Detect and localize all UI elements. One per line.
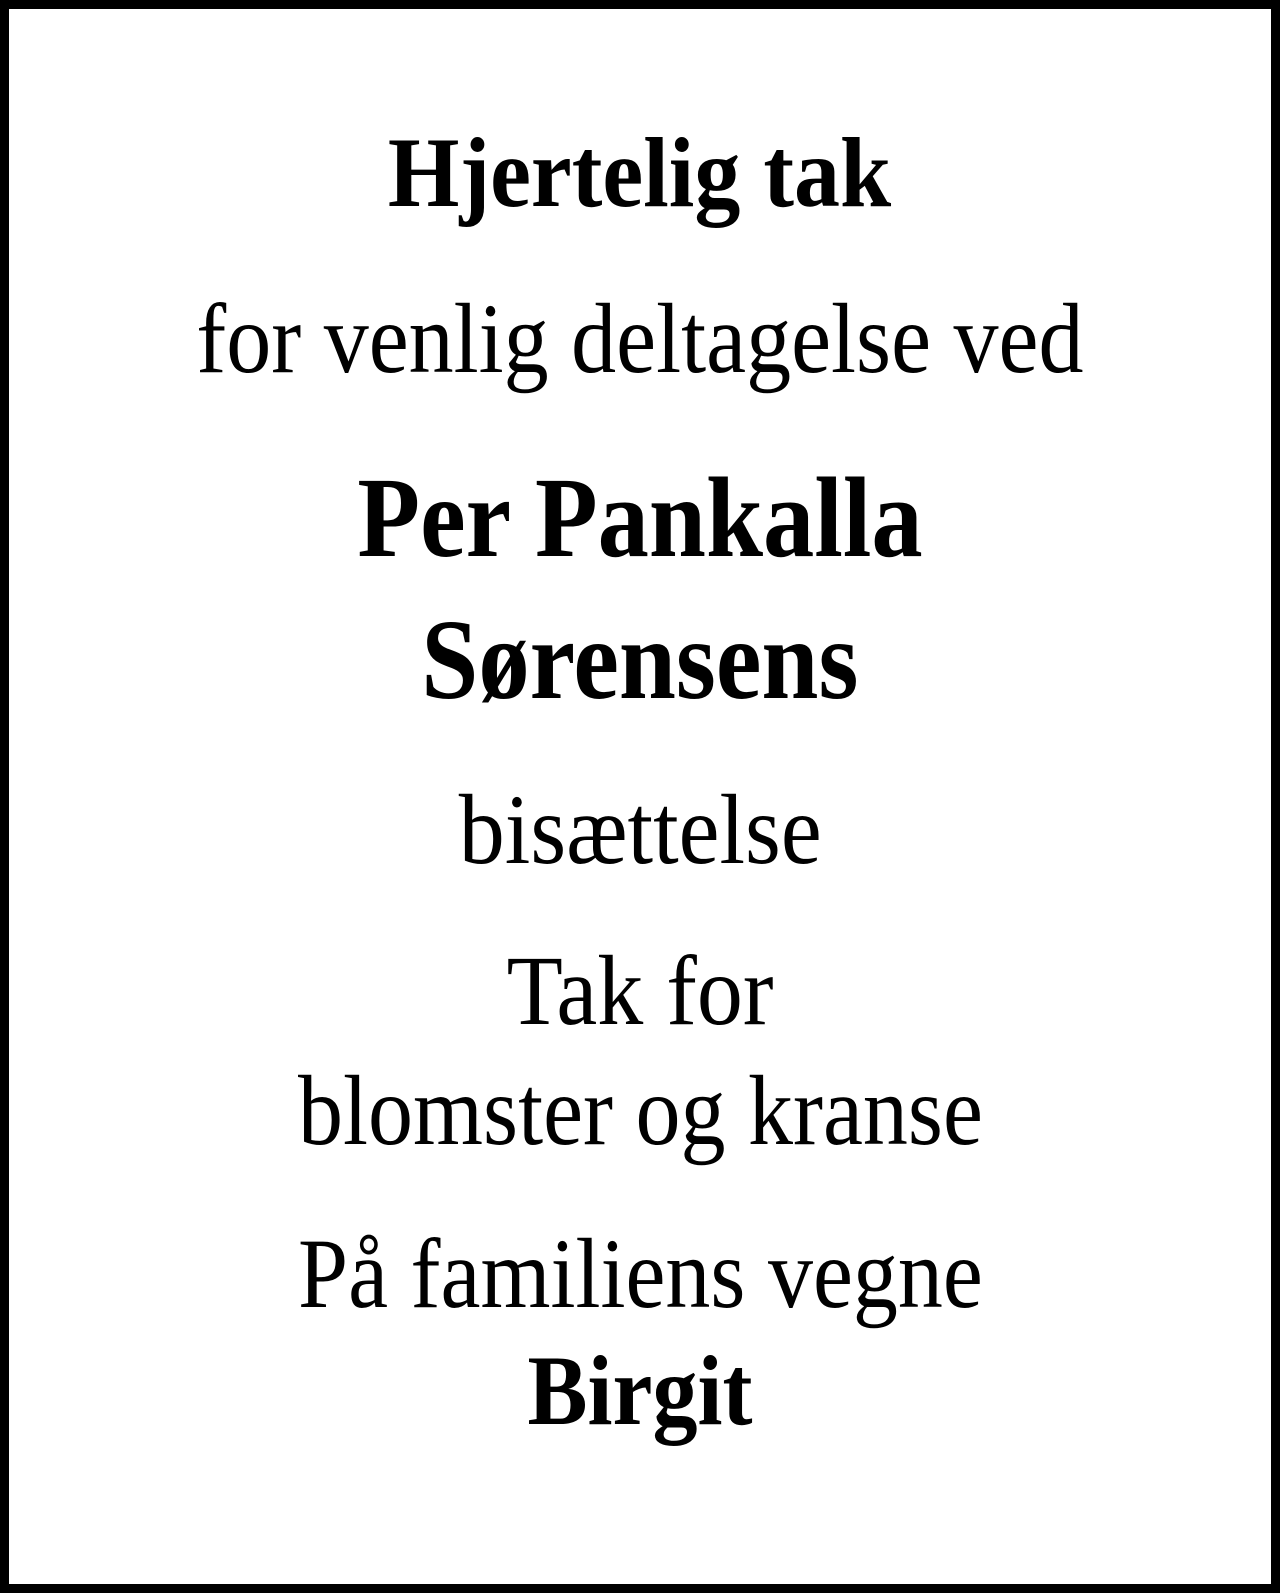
thanks-line-1 (9, 935, 1271, 1046)
thanks-text-1: Tak for (506, 935, 774, 1046)
thanks-text-2: blomster og kranse (297, 1055, 983, 1166)
deceased-name-line-1 (9, 454, 1271, 581)
deceased-name-line-2 (9, 596, 1271, 723)
deceased-name-last: Sørensens (421, 596, 859, 723)
subheading-text: for venlig deltagelse ved (196, 283, 1084, 394)
deceased-name-first: Per Pankalla (357, 454, 923, 581)
on-behalf-text: På familiens vegne (297, 1218, 983, 1329)
heading-text: Hjertelig tak (388, 117, 892, 228)
event-text: bisættelse (458, 774, 822, 885)
notice-subheading (9, 283, 1271, 394)
notice-heading (9, 117, 1271, 228)
thanks-line-2 (9, 1055, 1271, 1166)
on-behalf-line (9, 1218, 1271, 1329)
signature-text: Birgit (527, 1335, 753, 1446)
event-type (9, 774, 1271, 885)
signature (9, 1335, 1271, 1446)
